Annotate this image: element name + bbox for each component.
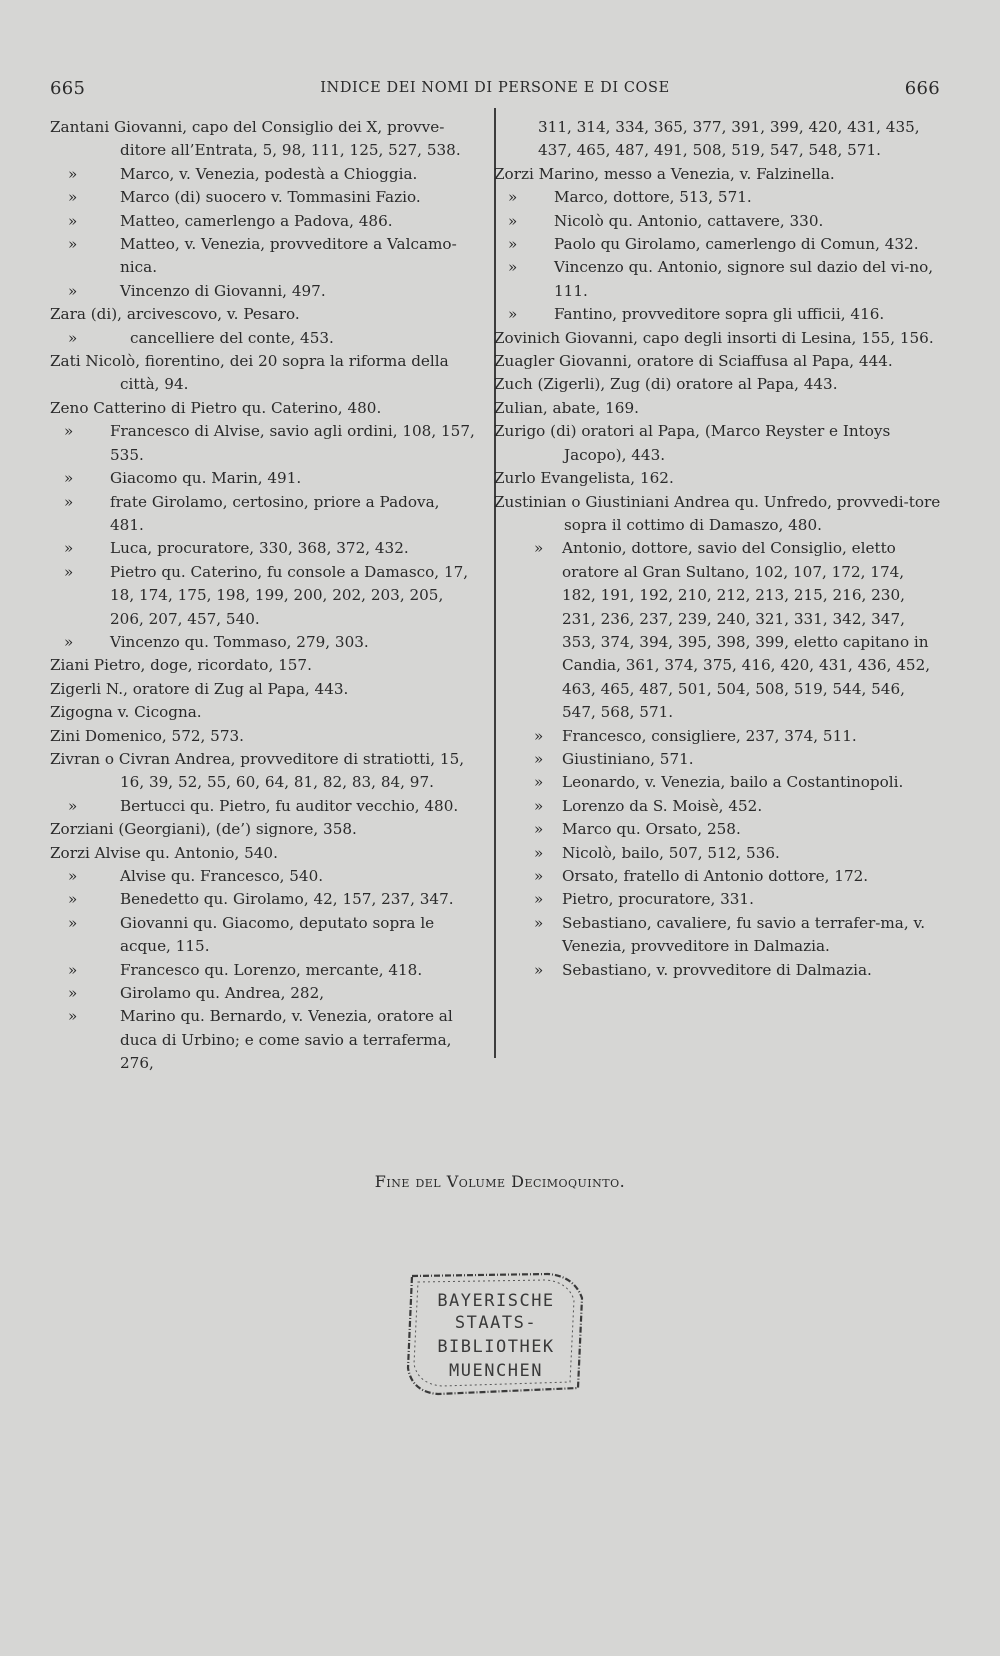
- entry-text: Francesco qu. Lorenzo, mercante, 418.: [120, 960, 423, 979]
- ditto-mark: »: [68, 960, 78, 979]
- index-entry: [494, 233, 942, 256]
- index-entry: [50, 280, 478, 303]
- index-entry: [50, 982, 478, 1005]
- index-entry: [50, 303, 478, 326]
- entry-text: Sebastiano, cavaliere, fu savio a terrafer-ma, v. Venezia, provveditore in Dalmazia.: [562, 913, 926, 956]
- ditto-mark: »: [64, 469, 74, 488]
- ditto-mark: »: [68, 281, 78, 300]
- index-entry: [50, 420, 478, 467]
- stamp-line-2: STAATS-: [454, 1313, 538, 1333]
- index-entry: [494, 327, 942, 350]
- entry-text: Zurlo Evangelista, 162.: [494, 469, 674, 488]
- entry-text: Zigogna v. Cicogna.: [50, 703, 202, 722]
- index-entry: [50, 233, 478, 280]
- ditto-mark: »: [534, 843, 544, 862]
- entry-text: Girolamo qu. Andrea, 282,: [120, 984, 325, 1003]
- ditto-mark: »: [534, 960, 544, 979]
- ditto-mark: »: [508, 211, 518, 230]
- index-entry: [50, 725, 478, 748]
- stamp-line-3: BIBLIOTHEK: [437, 1337, 555, 1357]
- index-entry: [50, 842, 478, 865]
- running-title: INDICE DEI NOMI DI PERSONE E DI COSE: [320, 80, 670, 96]
- index-entry: [494, 397, 942, 420]
- running-header: [50, 78, 940, 102]
- entry-text: Francesco, consigliere, 237, 374, 511.: [562, 726, 857, 745]
- index-entry: [50, 818, 478, 841]
- entry-text: Alvise qu. Francesco, 540.: [120, 867, 324, 885]
- entry-text: Vincenzo qu. Tommaso, 279, 303.: [110, 632, 369, 651]
- ditto-mark: »: [534, 773, 544, 792]
- index-entry: [50, 959, 478, 982]
- entry-text: Zorziani (Georgiani), (de’) signore, 358.: [50, 820, 357, 839]
- entry-text: Zorzi Alvise qu. Antonio, 540.: [50, 843, 278, 862]
- index-entry: [50, 163, 478, 186]
- index-entry: [50, 491, 478, 538]
- index-entry: [50, 912, 478, 959]
- index-column-left: [50, 116, 478, 1076]
- entry-text: Fantino, provveditore sopra gli ufficii, 416.: [554, 305, 885, 324]
- index-entry: [494, 350, 942, 373]
- index-entry: [50, 116, 478, 163]
- fine-del-volume: Fine del Volume Decimoquinto.: [374, 1172, 626, 1191]
- entry-text: Pietro qu. Caterino, fu console a Damasco, 17, 18, 174, 175, 198, 199, 200, 202, 203, 205, 206, 207, 457, 540.: [110, 562, 469, 628]
- entry-text: Zuch (Zigerli), Zug (di) oratore al Papa, 443.: [494, 375, 838, 394]
- index-entry: [494, 420, 942, 467]
- ditto-mark: »: [534, 867, 544, 885]
- entry-text: Matteo, camerlengo a Padova, 486.: [120, 211, 393, 230]
- index-entry: [494, 865, 942, 888]
- index-entry: [50, 561, 478, 631]
- index-entry: [50, 654, 478, 677]
- entry-text: Bertucci qu. Pietro, fu auditor vecchio, 480.: [120, 796, 459, 815]
- entry-text: Marino qu. Bernardo, v. Venezia, oratore al duca di Urbino; e come savio a terraferma, 276,: [120, 1007, 453, 1073]
- entry-text: Vincenzo qu. Antonio, signore sul dazio del vi-no, 111.: [554, 258, 934, 300]
- entry-text: Marco, dottore, 513, 571.: [554, 188, 752, 207]
- entry-text: Giustiniano, 571.: [562, 749, 694, 768]
- entry-text: Antonio, dottore, savio del Consiglio, eletto oratore al Gran Sultano, 102, 107, 172, 174, 182, 191, 192, 210, 212, 213, 215, 216, 230, 231, 236, 237, 239, 240, 321, 331, 342, 347, 353, 374, 394, 395, 398, 399, eletto capitano in Candia, 361, 374, 375, 416, 420, 431, 436, 452, 463, 465, 487, 501, 504, 508, 519, 544, 546, 547, 568, 571.: [562, 539, 931, 722]
- ditto-mark: »: [68, 890, 78, 909]
- ditto-mark: »: [64, 492, 74, 511]
- index-entry: [50, 467, 478, 490]
- entry-text: Sebastiano, v. provveditore di Dalmazia.: [562, 960, 872, 979]
- entry-text: Luca, procuratore, 330, 368, 372, 432.: [110, 539, 409, 558]
- ditto-mark: »: [534, 749, 544, 768]
- entry-text: Zini Domenico, 572, 573.: [50, 726, 244, 745]
- entry-text: Marco (di) suocero v. Tommasini Fazio.: [120, 188, 421, 207]
- library-stamp: [398, 1268, 594, 1400]
- index-entry: [494, 116, 942, 163]
- index-entry: [50, 631, 478, 654]
- entry-text: Marco qu. Orsato, 258.: [562, 820, 741, 839]
- index-entry: [494, 163, 942, 186]
- index-entry: [494, 303, 942, 326]
- ditto-mark: »: [534, 820, 544, 839]
- index-entry: [50, 397, 478, 420]
- entry-text: Zantani Giovanni, capo del Consiglio dei X, provve-ditore all’Entrata, 5, 98, 111, 125, 527, 538.: [50, 118, 461, 160]
- index-entry: [494, 491, 942, 538]
- ditto-mark: »: [64, 562, 74, 581]
- index-entry: [494, 467, 942, 490]
- entry-text: Zovinich Giovanni, capo degli insorti di Lesina, 155, 156.: [494, 328, 934, 347]
- index-entry: [494, 748, 942, 771]
- ditto-mark: »: [534, 539, 544, 558]
- index-entry: [50, 888, 478, 911]
- index-entry: [494, 795, 942, 818]
- ditto-mark: »: [534, 913, 544, 932]
- ditto-mark: »: [68, 913, 78, 932]
- entry-text: Marco, v. Venezia, podestà a Chioggia.: [120, 164, 418, 183]
- entry-text: Zara (di), arcivescovo, v. Pesaro.: [50, 305, 300, 324]
- index-entry: [494, 959, 942, 982]
- index-entry: [494, 373, 942, 396]
- entry-text: Zorzi Marino, messo a Venezia, v. Falzinella.: [494, 164, 835, 183]
- entry-text: Leonardo, v. Venezia, bailo a Costantinopoli.: [562, 773, 904, 792]
- entry-text: Zigerli N., oratore di Zug al Papa, 443.: [50, 679, 349, 698]
- entry-text: Giacomo qu. Marin, 491.: [110, 469, 302, 488]
- index-entry: [50, 537, 478, 560]
- page-number-right: 666: [904, 78, 940, 99]
- entry-text: Zati Nicolò, fiorentino, dei 20 sopra la riforma della città, 94.: [50, 352, 449, 394]
- entry-text: Zulian, abate, 169.: [494, 398, 639, 417]
- index-entry: [50, 210, 478, 233]
- entry-text: Lorenzo da S. Moisè, 452.: [562, 796, 763, 815]
- ditto-mark: »: [68, 235, 78, 254]
- index-entry: [494, 888, 942, 911]
- ditto-mark: »: [534, 890, 544, 909]
- ditto-mark: »: [68, 188, 78, 207]
- entry-text: Orsato, fratello di Antonio dottore, 172.: [562, 867, 869, 885]
- entry-text: Paolo qu Girolamo, camerlengo di Comun, 432.: [554, 235, 919, 254]
- index-entry: [494, 842, 942, 865]
- entry-text: Zurigo (di) oratori al Papa, (Marco Reyster e Intoys Jacopo), 443.: [494, 422, 891, 464]
- ditto-mark: »: [68, 867, 78, 885]
- entry-text: Matteo, v. Venezia, provveditore a Valcamo-nica.: [120, 235, 457, 277]
- ditto-mark: »: [534, 796, 544, 815]
- entry-text: Zivran o Civran Andrea, provveditore di stratiotti, 15, 16, 39, 52, 55, 60, 64, 81, 82, 83, 84, 97.: [50, 749, 465, 792]
- entry-text: Zuagler Giovanni, oratore di Sciaffusa al Papa, 444.: [494, 352, 893, 371]
- index-entry: [494, 725, 942, 748]
- index-entry: [494, 537, 942, 724]
- page-number-left: 665: [50, 78, 86, 99]
- entry-text: Nicolò qu. Antonio, cattavere, 330.: [554, 211, 824, 230]
- index-entry: [50, 186, 478, 209]
- index-entry: [494, 771, 942, 794]
- index-entry: [50, 678, 478, 701]
- entry-text: Francesco di Alvise, savio agli ordini, 108, 157, 535.: [110, 422, 475, 464]
- ditto-mark: »: [508, 258, 518, 277]
- entry-text: Zustinian o Giustiniani Andrea qu. Unfredo, provvedi-tore sopra il cottimo di Damaszo, 480.: [494, 492, 941, 534]
- ditto-mark: »: [508, 188, 518, 207]
- entry-text: frate Girolamo, certosino, priore a Padova, 481.: [110, 492, 440, 534]
- ditto-mark: »: [534, 726, 544, 745]
- volume-end-note: [0, 1172, 1000, 1191]
- entry-text: Benedetto qu. Girolamo, 42, 157, 237, 347.: [120, 890, 454, 909]
- index-entry: [50, 865, 478, 888]
- ditto-mark: »: [64, 539, 74, 558]
- index-entry: [50, 701, 478, 724]
- entry-text: 311, 314, 334, 365, 377, 391, 399, 420, 431, 435, 437, 465, 487, 491, 508, 519, 547, 548, 571.: [538, 118, 920, 160]
- ditto-mark: »: [64, 422, 74, 441]
- ditto-mark: »: [68, 328, 78, 347]
- index-entry: [50, 350, 478, 397]
- index-entry: [494, 210, 942, 233]
- entry-text: Vincenzo di Giovanni, 497.: [120, 281, 326, 300]
- entry-text: Giovanni qu. Giacomo, deputato sopra le acque, 115.: [120, 913, 435, 956]
- ditto-mark: »: [68, 164, 78, 183]
- entry-text: Nicolò, bailo, 507, 512, 536.: [562, 843, 780, 862]
- index-entry: [50, 748, 478, 795]
- index-entry: [494, 912, 942, 959]
- index-entry: [494, 818, 942, 841]
- entry-text: Ziani Pietro, doge, ricordato, 157.: [50, 656, 312, 675]
- entry-text: Pietro, procuratore, 331.: [562, 890, 754, 909]
- ditto-mark: »: [68, 211, 78, 230]
- index-entry: [494, 186, 942, 209]
- index-entry: [50, 327, 478, 350]
- index-entry: [50, 795, 478, 818]
- ditto-mark: »: [68, 984, 78, 1003]
- ditto-mark: »: [508, 305, 518, 324]
- ditto-mark: »: [68, 1007, 78, 1026]
- entry-text: cancelliere del conte, 453.: [130, 328, 334, 347]
- ditto-mark: »: [508, 235, 518, 254]
- index-column-right: [494, 116, 942, 982]
- index-entry: [50, 1005, 478, 1075]
- index-entry: [494, 256, 942, 303]
- ditto-mark: »: [64, 632, 74, 651]
- stamp-line-4: MUENCHEN: [449, 1361, 543, 1381]
- entry-text: Zeno Catterino di Pietro qu. Caterino, 480.: [50, 398, 382, 417]
- ditto-mark: »: [68, 796, 78, 815]
- stamp-line-1: BAYERISCHE: [437, 1291, 555, 1311]
